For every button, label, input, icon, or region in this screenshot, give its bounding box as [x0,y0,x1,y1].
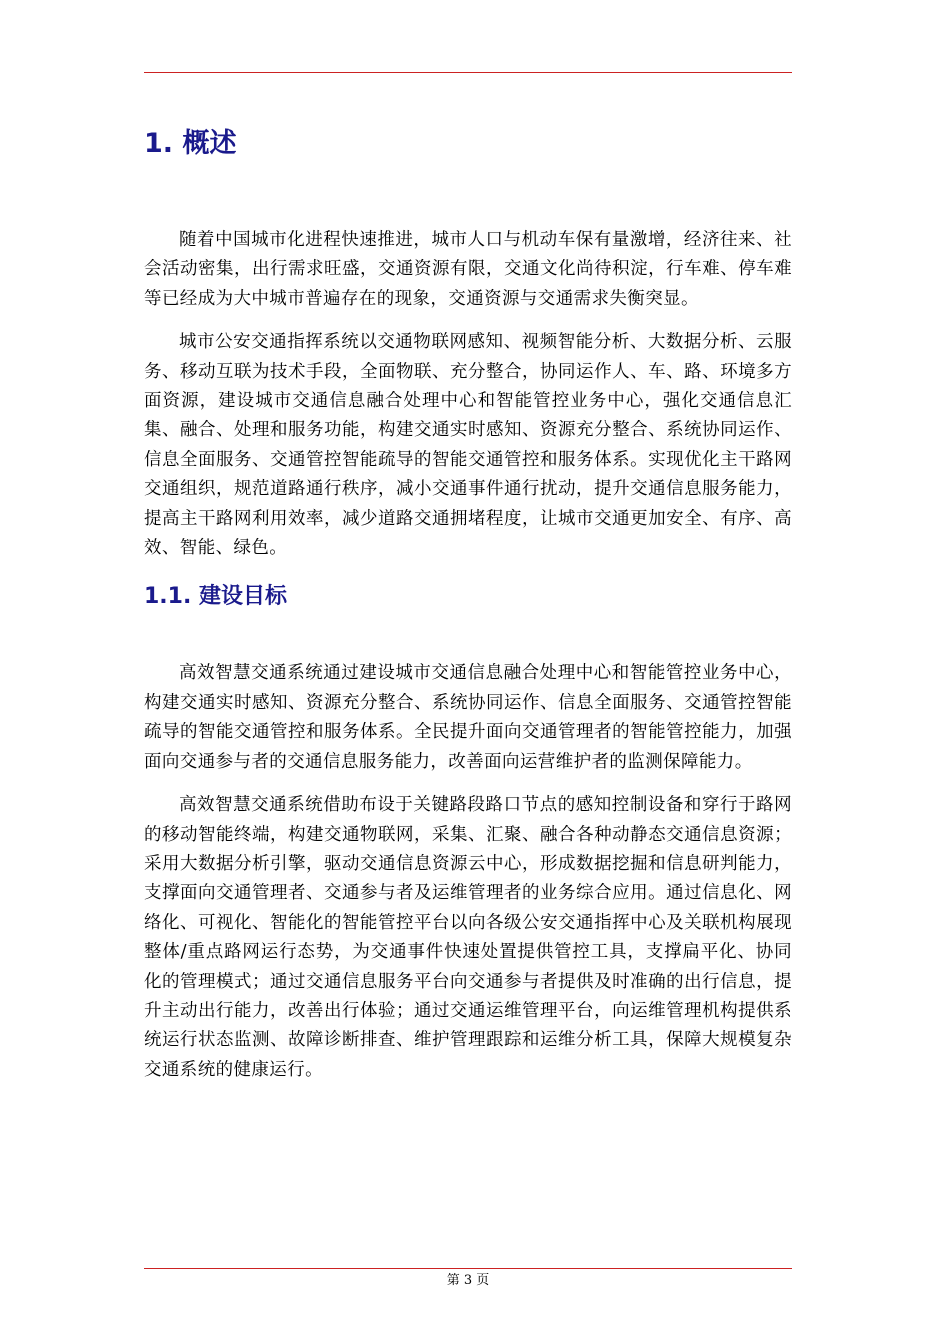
body-paragraph: 城市公安交通指挥系统以交通物联网感知、视频智能分析、大数据分析、云服务、移动互联为技术手段，全面物联、充分整合，协同运作人、车、路、环境多方面资源，建设城市交通信息融合处理中心和智能管控业务中心，强化交通信息汇集、融合、处理和服务功能，构建交通实时感知、资源充分整合、系统协同运作、信息全面服务、交通管控智能疏导的智能交通管控和服务体系。实现优化主干路网交通组织，规范道路通行秩序，减小交通事件通行扰动，提升交通信息服务能力，提高主干路网利用效率，减少道路交通拥堵程度，让城市交通更加安全、有序、高效、智能、绿色。 [144,332,792,559]
body-paragraph: 高效智慧交通系统借助布设于关键路段路口节点的感知控制设备和穿行于路网的移动智能终端，构建交通物联网，采集、汇聚、融合各种动静态交通信息资源；采用大数据分析引擎，驱动交通信息资源云中心，形成数据挖掘和信息研判能力，支撑面向交通管理者、交通参与者及运维管理者的业务综合应用。通过信息化、网络化、可视化、智能化的智能管控平台以向各级公安交通指挥中心及关联机构展现整体/重点路网运行态势，为交通事件快速处置提供管控工具，支撑扁平化、协同化的管理模式；通过交通信息服务平台向交通参与者提供及时准确的出行信息，提升主动出行能力，改善出行体验；通过交通运维管理平台，向运维管理机构提供系统运行状态监测、故障诊断排查、维护管理跟踪和运维分析工具，保障大规模复杂交通系统的健康运行。 [144,795,792,1080]
header-rule [144,72,792,73]
page-content [144,120,792,1085]
body-paragraph: 随着中国城市化进程快速推进，城市人口与机动车保有量激增，经济往来、社会活动密集，出行需求旺盛，交通资源有限，交通文化尚待积淀，行车难、停车难等已经成为大中城市普遍存在的现象，交通资源与交通需求失衡突显。 [144,230,792,309]
subsection-heading: 1.1. 建设目标 [144,584,287,610]
body-paragraph: 高效智慧交通系统通过建设城市交通信息融合处理中心和智能管控业务中心，构建交通实时感知、资源充分整合、系统协同运作、信息全面服务、交通管控智能疏导的智能交通管控和服务体系。全民提升面向交通管理者的智能管控能力，加强面向交通参与者的交通信息服务能力，改善面向运营维护者的监测保障能力。 [144,663,792,772]
footer-rule [144,1268,792,1269]
page-number: 第 3 页 [446,1273,490,1288]
section-heading: 1. 概述 [144,128,237,159]
